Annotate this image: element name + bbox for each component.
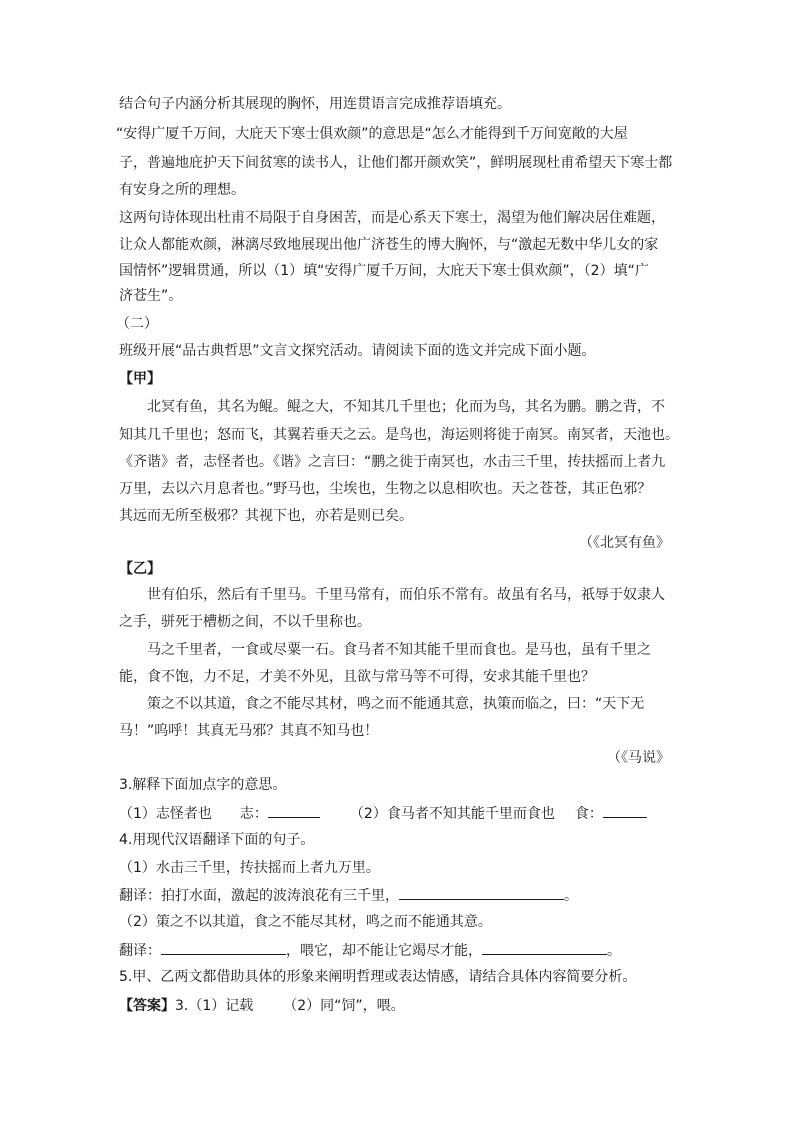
yi-p1-line-2: 之手，骈死于槽枥之间，不以千里称也。 bbox=[119, 614, 371, 630]
answer-line bbox=[119, 996, 405, 1016]
answer-item-1: 3.（1）记载 bbox=[175, 998, 254, 1014]
section-instruction: 班级开展“品古典哲思”文言文探究活动。请阅读下面的选文并完成下面小题。 bbox=[119, 343, 596, 359]
jia-line-3: 《齐谐》者，志怪者也。《谐》之言曰：“鹏之徙于南冥也，水击三千里，抟扶摇而上者九 bbox=[119, 454, 666, 470]
q4-answer-blank-1[interactable] bbox=[399, 885, 564, 900]
jia-source: （《北冥有鱼》 bbox=[579, 535, 670, 551]
q3-item-1-target: 志： bbox=[239, 806, 268, 822]
yi-p2-line-2: 能，食不饱，力不足，才美不外见，且欲与常马等不可得，安求其能千里也？ bbox=[119, 669, 595, 685]
q4-translation-1-period: 。 bbox=[564, 888, 578, 904]
analysis-p2-line-2: 让众人都能欢颜，淋漓尽致地展现出他广济苍生的博大胸怀，与“激起无数中华儿女的家 bbox=[119, 237, 659, 253]
yi-label: 【乙】 bbox=[119, 561, 161, 577]
q4-answer-blank-3[interactable] bbox=[482, 940, 607, 955]
yi-p1-line-1: 世有伯乐，然后有千里马。千里马常有，而伯乐不常有。故虽有名马，祇辱于奴隶人 bbox=[147, 587, 665, 603]
analysis-p1-line-3: 有安身之所的理想。 bbox=[119, 182, 245, 198]
q4-translation-2-middle: ，喂它，却不能让它竭尽才能， bbox=[286, 943, 482, 959]
q3-answer-blank-2[interactable] bbox=[603, 803, 647, 818]
q3-item-2: （2）食马者不知其能千里而食也 bbox=[349, 806, 555, 822]
q4-sentence-1: （1）水击三千里，抟扶摇而上者九万里。 bbox=[119, 860, 380, 876]
jia-label: 【甲】 bbox=[119, 371, 161, 387]
q3-item-1: （1）志怪者也 bbox=[119, 806, 212, 822]
jia-line-2: 知其几千里也；怒而飞，其翼若垂天之云。是鸟也，海运则将徙于南冥。南冥者，天池也。 bbox=[119, 427, 679, 443]
answer-label: 【答案】 bbox=[119, 998, 175, 1014]
yi-source: （《马说》 bbox=[607, 750, 670, 766]
answer-item-2: （2）同“饲”，喂。 bbox=[283, 998, 405, 1014]
jia-line-1: 北冥有鱼，其名为鲲。鲲之大，不知其几千里也；化而为鸟，其名为鹏。鹏之背，不 bbox=[147, 399, 665, 415]
analysis-intro: 结合句子内涵分析其展现的胸怀，用连贯语言完成推荐语填充。 bbox=[119, 96, 511, 112]
q4-sentence-2: （2）策之不以其道，食之不能尽其材，鸣之而不能通其意。 bbox=[119, 914, 492, 930]
analysis-p2-line-4: 济苍生”。 bbox=[119, 288, 183, 304]
q3-title: 3.解释下面加点字的意思。 bbox=[119, 777, 287, 793]
yi-p3-line-2: 马！”呜呼！其真无马邪？其真不知马也！ bbox=[119, 723, 379, 739]
q3-answer-blank-1[interactable] bbox=[268, 803, 320, 818]
section-heading: （二） bbox=[116, 316, 158, 332]
yi-p2-line-1: 马之千里者，一食或尽粟一石。食马者不知其能千里而食也。是马也，虽有千里之 bbox=[147, 642, 651, 658]
q4-answer-blank-2[interactable] bbox=[161, 940, 286, 955]
jia-line-5: 其远而无所至极邪？其视下也，亦若是则已矣。 bbox=[119, 508, 413, 524]
analysis-p2-line-3: 国情怀”逻辑贯通，所以（1）填“安得广厦千万间，大庇天下寒士俱欢颜”，（2）填“广 bbox=[119, 263, 649, 279]
q4-translation-2-period: 。 bbox=[607, 943, 621, 959]
q4-translation-1-prefix: 翻译：拍打水面，激起的波涛浪花有三千里， bbox=[119, 888, 399, 904]
q4-title: 4.用现代汉语翻译下面的句子。 bbox=[119, 832, 315, 848]
yi-p3-line-1: 策之不以其道，食之不能尽其材，鸣之而不能通其意，执策而临之，曰：“天下无 bbox=[147, 696, 645, 712]
q4-translation-1 bbox=[119, 885, 578, 906]
analysis-p1-line-1: “安得广厦千万间，大庇天下寒士俱欢颜”的意思是“怎么才能得到千万间宽敞的大屋 bbox=[116, 126, 628, 142]
analysis-p1-line-2: 子，普遍地庇护天下间贫寒的读书人，让他们都开颜欢笑”，鲜明展现杜甫希望天下寒士都 bbox=[119, 155, 673, 171]
q3-items bbox=[119, 803, 647, 824]
analysis-p2-line-1: 这两句诗体现出杜甫不局限于自身困苦，而是心系天下寒士，渴望为他们解决居住难题， bbox=[119, 210, 665, 226]
q4-translation-2-prefix: 翻译： bbox=[119, 943, 161, 959]
q3-item-2-target: 食： bbox=[574, 806, 603, 822]
jia-line-4: 万里，去以六月息者也。”野马也，尘埃也，生物之以息相吹也。天之苍苍，其正色邪？ bbox=[119, 481, 652, 497]
q5-title: 5.甲、乙两文都借助具体的形象来阐明哲理或表达情感，请结合具体内容简要分析。 bbox=[119, 969, 637, 985]
q4-translation-2 bbox=[119, 940, 621, 961]
